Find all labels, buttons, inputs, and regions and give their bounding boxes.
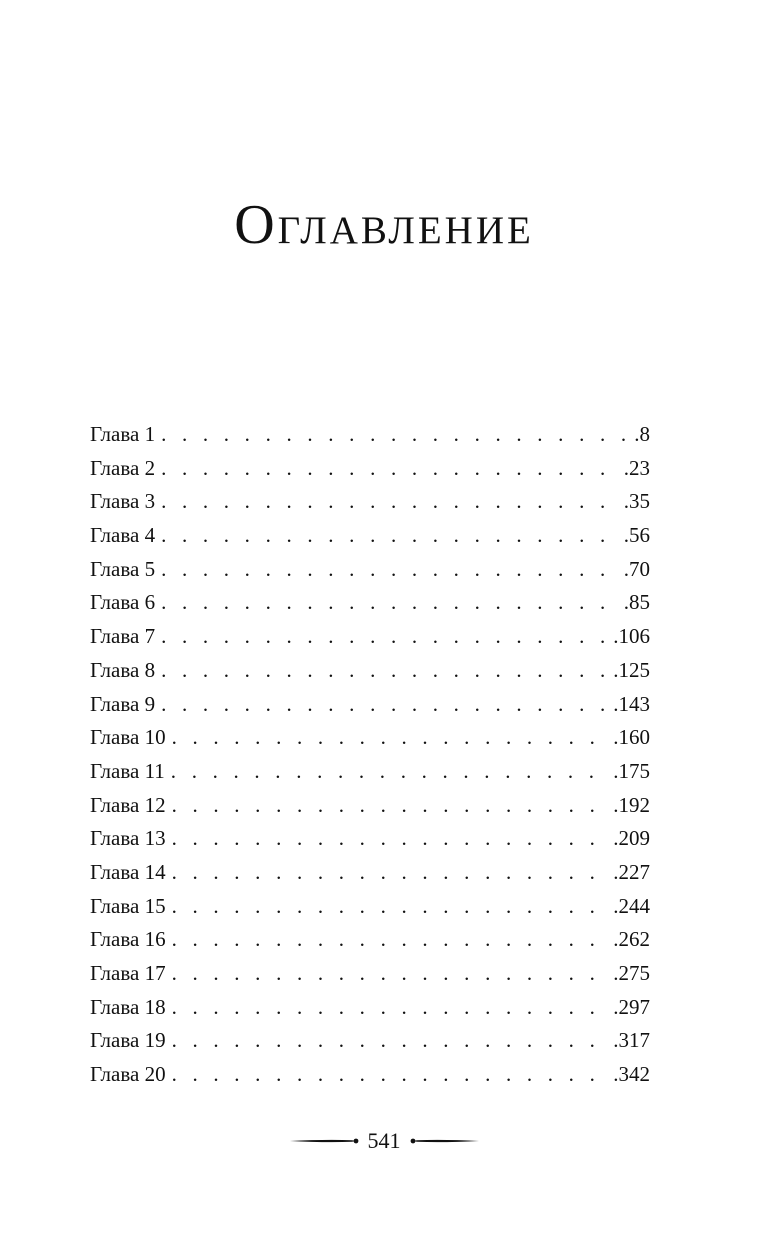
toc-dot-leader bbox=[161, 688, 611, 722]
toc-dot-leader bbox=[172, 789, 612, 823]
toc-entry-label: Глава 16 bbox=[90, 927, 166, 952]
toc-entry bbox=[90, 991, 650, 1025]
toc-dot-leader bbox=[161, 452, 622, 486]
toc-entry-label: Глава 12 bbox=[90, 792, 166, 817]
toc-entry bbox=[90, 822, 650, 856]
toc-entry bbox=[90, 485, 650, 519]
toc-entry-page: .209 bbox=[613, 826, 650, 851]
toc-entry bbox=[90, 654, 650, 688]
toc-entry-page: .275 bbox=[613, 961, 650, 985]
toc-entry-page: .227 bbox=[613, 859, 650, 884]
toc-dot-leader bbox=[161, 654, 611, 688]
toc-dot-leader bbox=[161, 553, 622, 587]
toc-dot-leader bbox=[172, 890, 612, 924]
toc-entry-label: Глава 20 bbox=[90, 1062, 166, 1087]
toc-entry-page: .160 bbox=[613, 725, 650, 750]
toc-entry bbox=[90, 418, 650, 452]
toc-dot-leader bbox=[172, 822, 612, 856]
toc-entry-label: Глава 7 bbox=[90, 624, 156, 649]
toc-entry bbox=[90, 721, 650, 755]
toc-entry bbox=[90, 553, 650, 587]
toc-entry-label: Глава 18 bbox=[90, 994, 166, 1019]
toc-dot-leader bbox=[161, 418, 632, 452]
toc-entry-page: .297 bbox=[613, 994, 650, 1019]
toc-dot-leader bbox=[172, 923, 612, 957]
toc-entry-label: Глава 8 bbox=[90, 657, 156, 682]
toc-entry bbox=[90, 452, 650, 486]
toc-entry-page: .56 bbox=[623, 523, 650, 548]
toc-entry-page: .8 bbox=[634, 422, 650, 446]
left-ornament-icon bbox=[290, 1136, 360, 1146]
page-title: Оглавление bbox=[234, 194, 534, 256]
toc-entry-page: .342 bbox=[613, 1062, 650, 1087]
toc-entry-page: .143 bbox=[613, 691, 650, 716]
toc-entry-label: Глава 14 bbox=[90, 859, 166, 884]
toc-entry bbox=[90, 789, 650, 823]
page-folio bbox=[0, 1126, 768, 1156]
toc-entry bbox=[90, 1024, 650, 1058]
toc-dot-leader bbox=[161, 586, 622, 620]
toc-dot-leader bbox=[171, 755, 611, 789]
toc-dot-leader bbox=[172, 1024, 612, 1058]
toc-dot-leader bbox=[161, 485, 622, 519]
toc-dot-leader bbox=[161, 620, 611, 654]
toc-entry-label: Глава 9 bbox=[90, 691, 156, 716]
toc-entry-page: .35 bbox=[623, 489, 650, 514]
toc-entry-page: .106 bbox=[613, 624, 650, 649]
toc-dot-leader bbox=[172, 1058, 612, 1092]
toc-entry-label: Глава 10 bbox=[90, 725, 166, 750]
toc-entry-page: .244 bbox=[613, 893, 650, 918]
page-number: 541 bbox=[367, 1128, 401, 1153]
toc-entry bbox=[90, 923, 650, 957]
table-of-contents bbox=[90, 418, 650, 1092]
toc-dot-leader bbox=[172, 856, 612, 890]
toc-entry bbox=[90, 519, 650, 553]
toc-entry-label: Глава 4 bbox=[90, 523, 156, 548]
toc-entry-page: .317 bbox=[613, 1028, 650, 1053]
toc-entry-label: Глава 6 bbox=[90, 590, 156, 615]
toc-entry bbox=[90, 890, 650, 924]
right-ornament-icon bbox=[409, 1136, 479, 1146]
toc-entry bbox=[90, 620, 650, 654]
toc-entry-page: .70 bbox=[623, 556, 650, 581]
toc-entry-label: Глава 3 bbox=[90, 489, 156, 514]
toc-entry-label: Глава 2 bbox=[90, 455, 156, 480]
toc-entry-label: Глава 17 bbox=[90, 961, 166, 985]
toc-entry-page: .125 bbox=[613, 657, 650, 682]
toc-entry bbox=[90, 586, 650, 620]
toc-entry-label: Глава 11 bbox=[90, 758, 165, 783]
toc-entry-page: .262 bbox=[613, 927, 650, 952]
toc-entry-page: .85 bbox=[623, 590, 650, 615]
toc-entry-label: Глава 19 bbox=[90, 1028, 166, 1053]
toc-entry bbox=[90, 856, 650, 890]
toc-entry bbox=[90, 688, 650, 722]
toc-dot-leader bbox=[172, 991, 612, 1025]
toc-dot-leader bbox=[172, 721, 612, 755]
toc-entry bbox=[90, 1058, 650, 1092]
toc-dot-leader bbox=[161, 519, 622, 553]
toc-entry-page: .23 bbox=[623, 455, 650, 480]
toc-entry-label: Глава 15 bbox=[90, 893, 166, 918]
toc-entry-label: Глава 13 bbox=[90, 826, 166, 851]
toc-dot-leader bbox=[172, 957, 612, 991]
toc-entry bbox=[90, 957, 650, 991]
toc-entry-page: .192 bbox=[613, 792, 650, 817]
toc-entry-label: Глава 1 bbox=[90, 422, 156, 446]
toc-entry-page: .175 bbox=[613, 758, 650, 783]
toc-entry-label: Глава 5 bbox=[90, 556, 156, 581]
toc-entry bbox=[90, 755, 650, 789]
